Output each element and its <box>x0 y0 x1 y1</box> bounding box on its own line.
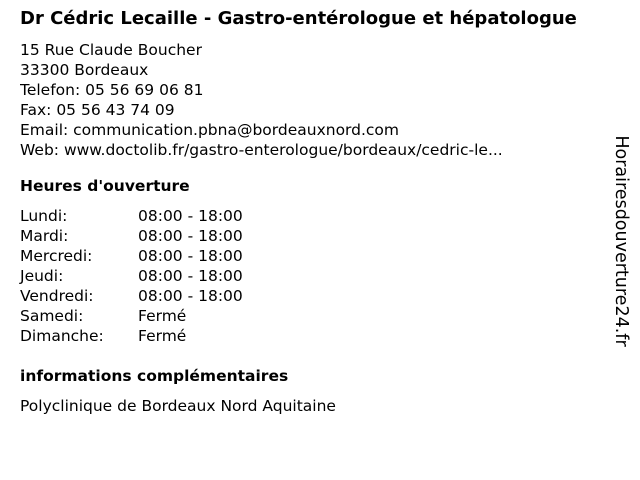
hours-row-thursday <box>20 266 610 286</box>
day-hours: Fermé <box>138 307 187 325</box>
hours-heading: Heures d'ouverture <box>20 177 190 195</box>
website-link: Web: www.doctolib.fr/gastro-enterologue/bordeaux/cedric-le... <box>20 141 503 159</box>
info-text: Polyclinique de Bordeaux Nord Aquitaine <box>20 397 336 415</box>
hours-row-monday <box>20 206 610 226</box>
hours-row-sunday <box>20 326 610 346</box>
contact-block <box>20 40 610 160</box>
hours-row-saturday <box>20 306 610 326</box>
day-label: Samedi: <box>20 307 84 325</box>
info-heading: informations complémentaires <box>20 367 289 385</box>
fax-number: Fax: 05 56 43 74 09 <box>20 101 175 119</box>
brand-text: Horairesdouverture24.fr <box>611 135 631 347</box>
phone-number: Telefon: 05 56 69 06 81 <box>20 81 204 99</box>
page-title: Dr Cédric Lecaille - Gastro-entérologue et hépatologue <box>20 8 577 29</box>
hours-row-friday <box>20 286 610 306</box>
day-label: Mardi: <box>20 227 69 245</box>
day-label: Lundi: <box>20 207 68 225</box>
day-hours: 08:00 - 18:00 <box>138 287 243 305</box>
city-address: 33300 Bordeaux <box>20 61 149 79</box>
day-label: Dimanche: <box>20 327 104 345</box>
brand-watermark <box>601 135 640 347</box>
day-label: Vendredi: <box>20 287 94 305</box>
day-label: Jeudi: <box>20 267 64 285</box>
day-hours: 08:00 - 18:00 <box>138 207 243 225</box>
hours-row-wednesday <box>20 246 610 266</box>
day-hours: 08:00 - 18:00 <box>138 247 243 265</box>
day-label: Mercredi: <box>20 247 93 265</box>
day-hours: 08:00 - 18:00 <box>138 267 243 285</box>
email-address: Email: communication.pbna@bordeauxnord.com <box>20 121 400 139</box>
hours-row-tuesday <box>20 226 610 246</box>
hours-table <box>20 206 610 346</box>
day-hours: Fermé <box>138 327 187 345</box>
business-card <box>20 8 610 416</box>
street-address: 15 Rue Claude Boucher <box>20 41 202 59</box>
day-hours: 08:00 - 18:00 <box>138 227 243 245</box>
